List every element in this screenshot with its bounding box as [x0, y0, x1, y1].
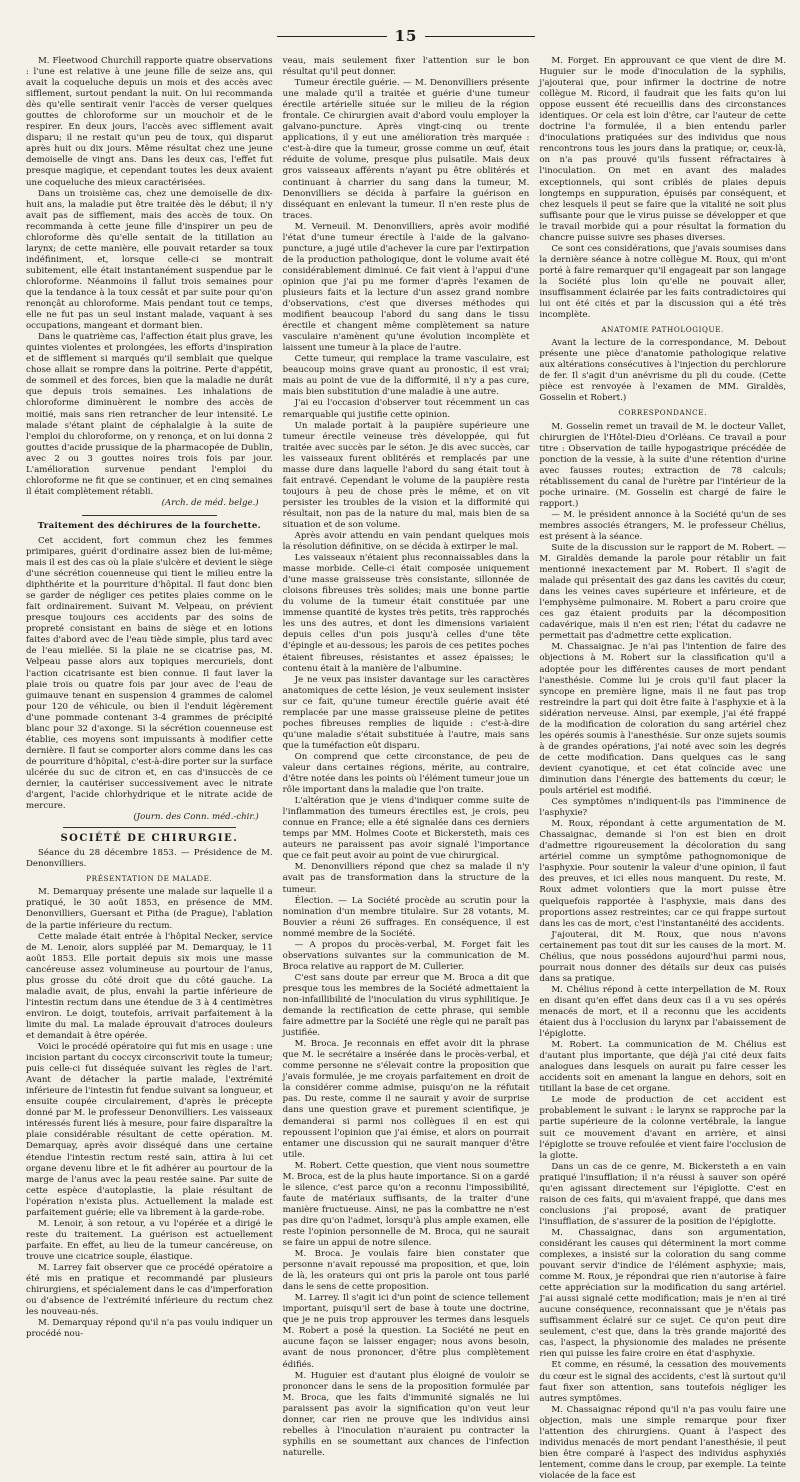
paragraph: M. Demarquay présente une malade sur laquelle il a pratiqué, le 30 août 1853, en présence de MM. Denonvilliers, Guersant et Pitha (de Prague), l'ablation de la partie inférieure du rectum. — [26, 887, 273, 931]
paragraph: M. Larrey. Il s'agit ici d'un point de science tellement important, puisqu'il sert de base à toute une doctrine, que je ne puis trop approuver les termes dans lesquels M. Robert a posé la question. La Société ne peut en aucune façon se laisser engager; nous avons besoin, avant de nous prononcer, d'être plus complètement édifiés. — [282, 1293, 530, 1370]
paragraph: M. Chassaignac. Je n'ai pas l'intention de faire des objections à M. Robert sur la classification qu'il a adoptée pour les différentes causes de mort pendant l'anesthésie. Comme lui je crois qu'il faut placer la syncope en première ligne, mais il ne faut pas trop restreindre la part qui doit être faite à l'asphyxie et à la sidération nerveuse. Ainsi, par exemple, j'ai été frappé de la modification de coloration du sang artériel chez les opérés soumis à l'anesthésie. Sur onze sujets soumis à de grandes opérations, j'ai noté avec soin les degrés de cette modification. Dans quelques cas le sang devient cyanotique, et cet état coïncide avec une diminution dans l'énergie des battements du cœur; le pouls artériel est modifié. — [539, 642, 787, 797]
column-3 — [539, 56, 787, 1481]
paragraph: Voici le procédé opératoire qui fut mis en usage : une incision partant du coccyx circonscrivit toute la tumeur; puis celle-ci fut disséquée suivant les règles de l'art. Avant de détacher la partie malade, l'extrémité inférieure de l'intestin fut fendue suivant sa longueur, et ensuite coupée circulairement, d'après le précepte donné par M. le professeur Denonvilliers. Les vaisseaux intéressés furent liés à mesure, pour faire disparaître la plaie considérable résultant de cette opération. M. Demarquay, après avoir disséqué dans une certaine étendue l'intestin rectum resté sain, attira à lui cet organe devenu libre et le fit adhérer au pourtour de la marge de l'anus avec la peau restée saine. Par suite de cette espèce d'autoplastie, la plaie résultant de l'opération n'exista plus. Actuellement la malade est parfaitement guérie; elle va librement à la garde-robe. — [26, 1042, 273, 1218]
paragraph: M. Robert. La communication de M. Chélius est d'autant plus importante, que déjà j'ai cité deux faits analogues dans lesquels on aurait pu faire cesser les accidents soit en amenant la langue en dehors, soit en titillant la base de cet organe. — [539, 1040, 787, 1095]
paragraph: Ces symptômes n'indiquent-ils pas l'imminence de l'asphyxie? — [539, 797, 787, 819]
paragraph: M. Demarquay répond qu'il n'a pas voulu indiquer un procédé nou- — [26, 1318, 273, 1340]
paragraph: veau, mais seulement fixer l'attention sur le bon résultat qu'il peut donner. — [282, 56, 530, 78]
citation: (Arch. de méd. belge.) — [161, 497, 259, 508]
citation: (Journ. des Conn. méd.-chir.) — [133, 812, 259, 823]
paragraph: Élection. — La Société procède au scrutin pour la nomination d'un membre titulaire. Sur 28 votants, M. Bouvier a réuni 26 suffrages. En conséquence, il est nommé membre de la Société. — [282, 895, 530, 939]
paragraph: Suite de la discussion sur le rapport de M. Robert. — M. Giraldès demande la parole pour rétablir un fait mentionné inexactement par M. Robert. Il s'agit de malade qui présentait des gaz dans les cavités du cœur, dans les veines caves supérieure et inférieure, et de l'emphysème pulmonaire. M. Robert a paru croire que ces gaz étaient produits par la décomposition cadavérique, mais il n'en est rien; l'état du cadavre ne permettait pas d'admettre cette explication. — [539, 543, 787, 642]
paragraph: — M. le président annonce à la Société qu'un de ses membres associés étrangers, M. le professeur Chélius, est présent à la séance. — [539, 509, 787, 542]
paragraph: M. Roux, répondant à cette argumentation de M. Chassaignac, demande si l'on est bien en droit d'admettre rigoureusement la décoloration du sang artériel comme un symptôme pathognomonique de l'asphyxie. Pour soutenir la valeur d'une opinion, il faut des preuves, et ici elles nous manquent. Du reste, M. Roux admet volontiers que la mort puisse être quelquefois rapportée à l'asphyxie, mais dans des proportions assez restreintes; car ce qui frappe surtout dans les cas de mort, c'est l'instantanéité des accidents. — [539, 819, 787, 929]
page-header — [26, 26, 786, 46]
subsection-heading: CORRESPONDANCE. — [618, 408, 708, 418]
paragraph: Tumeur érectile guérie. — M. Denonvilliers présente une malade qu'il a traitée et guérie d'une tumeur érectile artérielle située sur le milieu de la région frontale. Ce chirurgien avait d'abord voulu employer la galvano-puncture. Après vingt-cinq ou trente applications, il y eut une amélioration très marquée : c'est-à-dire que la tumeur, grosse comme un œuf, était réduite de volume, presque plus pulsatile. Mais deux gros vaisseaux afférents n'ayant pu être oblitérés et continuant à charrier du sang dans la tumeur, M. Denonvilliers se décida à parfaire la guérison en disséquant en enlevant la tumeur. Il n'en reste plus de traces. — [282, 78, 530, 221]
paragraph: On comprend que cette circonstance, de peu de valeur dans certaines régions, mérite, au contraire, d'être notée dans les points où l'élément tumeur joue un rôle important dans la maladie que l'on traite. — [282, 751, 530, 796]
section-heading: Traitement des déchirures de la fourchette. — [37, 520, 261, 531]
paragraph: M. Broca. Je voulais faire bien constater que personne n'avait repoussé ma proposition, et que, loin de là, les orateurs qui ont pris la parole ont tous parlé dans le sens de cette proposition. — [282, 1249, 530, 1293]
paragraph: M. Broca. Je reconnais en effet avoir dit la phrase que M. le secrétaire a insérée dans le procès-verbal, et comme personne ne s'élevait contre la proposition que j'avais formulée, je me croyais parfaitement en droit de la considérer comme admise, puisqu'on ne la réfutait pas. Du reste, comme il ne saurait y avoir de surprise dans une question grave et purement scientifique, je demanderai si parmi nos collègues il en est qui repoussent l'opinion que j'ai émise, et alors on pourrait entamer une discussion qui ne saurait manquer d'être utile. — [282, 1039, 530, 1160]
paragraph: Dans un troisième cas, chez une demoiselle de dix-huit ans, la maladie put être traitée dès le début; il n'y avait pas de sifflement, mais des accès de toux. On recommanda à cette jeune fille d'inspirer un peu de chloroforme dès qu'elle sentait de la titillation au larynx; de cette manière, elle pouvait retarder sa toux indéfiniment, et, lorsque celle-ci se montrait subitement, elle était instantanément suspendue par le chloroforme. Néanmoins il fallut trois semaines pour que la tendance à la toux cessât et par suite pour qu'on renonçât au chloroforme. Mais pendant tout ce temps, elle ne fut pas un seul instant malade, vaquant à ses occupations, mangeant et dormant bien. — [26, 188, 273, 332]
paragraph: M. Gosselin remet un travail de M. le docteur Vallet, chirurgien de l'Hôtel-Dieu d'Orléans. Ce travail a pour titre : Observation de taille hypogastrique précédée de ponction de la vessie, à la suite d'une rétention d'urine avec fausses routes; extraction de 78 calculs; rétablissement du canal de l'urètre par l'intérieur de la poche urinaire. (M. Gosselin est chargé de faire le rapport.) — [539, 421, 787, 509]
paragraph: Cet accident, fort commun chez les femmes primipares, guérit d'ordinaire assez bien de lui-même; mais il est des cas où la plaie s'ulcère et devient le siège d'une sécrétion couenneuse qui tient le milieu entre la diphthérite et la pourriture d'hôpital. Il faut donc bien se garder de négliger ces petites plaies comme on le fait ordinairement. Suivant M. Velpeau, on prévient presque toujours ces accidents par des soins de propreté consistant en bains de siège et en lotions faites d'abord avec de l'eau tiède simple, plus tard avec de l'eau miellée. Si la plaie ne se cicatrise pas, M. Velpeau passe alors aux topiques mercuriels, dont l'action cicatrisante est bien connue. Il faut laver la plaie trois ou quatre fois par jour avec de l'eau de guimauve tenant en suspension 4 grammes de calomel pour 120 de véhicule, ou bien il l'enduit légèrement d'une pommade contenant 3-4 grammes de précipité blanc pour 32 d'axonge. Si la sécrétion couenneuse est établie, ces moyens sont impuissants à modifier cette dernière. Il faut se comporter alors comme dans les cas de pourriture d'hôpital, c'est-à-dire porter sur la surface ulcérée du suc de citron et, en cas d'insuccès de ce dernier, la cautériser successivement avec le nitrate d'argent, l'acide chlorhydrique et le nitrate acide de mercure. — [26, 535, 273, 812]
paragraph: J'ai eu l'occasion d'observer tout récemment un cas remarquable qui justifie cette opinion. — [282, 398, 530, 420]
paragraph: M. Forget. En approuvant ce que vient de dire M. Huguier sur le mode d'inoculation de la syphilis, j'ajouterai que, pour infirmer la doctrine de notre collègue M. Ricord, il faudrait que les faits qu'on lui oppose eussent été recueillis dans des circonstances identiques. Or cela est loin d'être, car l'auteur de cette doctrine l'a formulée, il a bien entendu parler d'inoculations pratiquées sur des individus que nous rencontrons tous les jours dans la pratique; or, ceux-là, on n'a pas prouvé qu'ils fussent réfractaires à l'inoculation. On met en avant des malades exceptionnels, qui sont criblés de plaies depuis longtemps en suppuration, épuisés par conséquent, et chez lesquels il peut se faire que la vitalité ne soit plus suffisante pour que le virus puisse se développer et que le travail morbide qui a pour résultat la formation du chancre puisse suivre ses phases diverses. — [539, 56, 787, 243]
paragraph: J'ajouterai, dit M. Roux, que nous n'avons certainement pas tout dit sur les causes de la mort. M. Chélius, que nous possédons aujourd'hui parmi nous, pourrait nous donner des détails sur deux cas puisés dans sa pratique. — [539, 929, 787, 984]
paragraph: — A propos du procès-verbal, M. Forget fait les observations suivantes sur la communication de M. Broca relative au rapport de M. Cullerier. — [282, 939, 530, 972]
paragraph: Ce sont ces considérations, que j'avais soumises dans la dernière séance à notre collègue M. Roux, qui m'ont porté à faire remarquer qu'il engageait par son langage la Société plus loin qu'elle ne pouvait aller, insuffisamment éclairée par les faits contradictoires qui lui ont été cités et par la discussion qui a été très incomplète. — [539, 243, 787, 321]
paragraph: Avant la lecture de la correspondance, M. Debout présente une pièce d'anatomie pathologique relative aux altérations consécutives à l'injection du perchlorure de fer. Il s'agit d'un anévrisme du pli du coude. (Cette pièce est renvoyée à l'examen de MM. Giraldès, Gosselin et Robert.) — [539, 338, 787, 404]
paragraph: M. Chassaignac, dans son argumentation, considérant les causes qui déterminent la mort comme complexes, a insisté sur la coloration du sang comme pouvant servir d'indice de l'élément asphyxie; mais, comme M. Roux, je répondrai que rien n'autorise à faire cette appréciation sur la modification du sang artériel. J'ai aussi signalé cette modification; mais je n'en ai tiré aucune conséquence, reconnaissant que je n'étais pas suffisamment éclairé sur ce sujet. Ce qu'on peut dire seulement, c'est que, dans la très grande majorité des cas, l'aspect, la physionomie des malades ne présente rien qui puisse les faire croire en état d'asphyxie. — [539, 1227, 787, 1360]
paragraph: Cette tumeur, qui remplace la trame vasculaire, est beaucoup moins grave quant au pronostic, il est vrai; mais au point de vue de la difformité, il n'y a pas cure, mais bien substitution d'une maladie à une autre. — [282, 354, 530, 398]
column-1 — [26, 56, 273, 1340]
paragraph: M. Huguier est d'autant plus éloigné de vouloir se prononcer dans le sens de la proposition formulée par M. Broca, que les faits d'immunité signalés ne lui paraissent pas avoir la signification qu'on veut leur donner, car rien ne prouve que les individus ainsi rebelles à l'inoculation n'auraient pu contracter la syphilis en se soumettant aux chances de l'infection naturelle. — [282, 1370, 530, 1458]
paragraph: M. Verneuil. M. Denonvilliers, après avoir modifié l'état d'une tumeur érectile à l'aide de la galvano-puncture, a jugé utile d'achever la cure par l'extirpation de la production pathologique, dont le volume avait été considérablement diminué. Ce fait vient à l'appui d'une opinion que j'ai pu me former d'après l'examen de plusieurs faits et la lecture d'un assez grand nombre d'observations, c'est que diverses méthodes qui modifient beaucoup l'abord du sang dans le tissu érectile et changent même complètement sa nature vasculaire n'amènent qu'une évolution incomplète et laissent une tumeur à la place de l'autre. — [282, 221, 530, 354]
paragraph: Après avoir attendu en vain pendant quelques mois la résolution définitive, on se décida à extirper le mal. — [282, 531, 530, 553]
paragraph: Les vaisseaux n'étaient plus reconnaissables dans la masse morbide. Celle-ci était composée uniquement d'une masse graisseuse très consistante, sillonnée de cloisons fibreuses très solides; mais une bonne partie du volume de la tumeur était constituée par une immense quantité de kystes très petits, très rapprochés les uns des autres, et dont les dimensions variaient depuis celles d'un pois jusqu'à celles d'une tête d'épingle et au-dessous; les parois de ces petites poches étaient fibreuses, résistantes et assez épaisses; le contenu était à la manière de l'albumine. — [282, 553, 530, 674]
column-2 — [282, 56, 530, 1458]
paragraph: Le mode de production de cet accident est probablement le suivant : le larynx se rapproche par la partie supérieure de la colonne vertébrale, la langue suit ce mouvement d'avant en arrière, et ainsi l'épiglotte se trouve refoulée et vient faire l'occlusion de la glotte. — [539, 1095, 787, 1161]
paragraph: M. Larrey fait observer que ce procédé opératoire a été mis en pratique et recommandé par plusieurs chirurgiens, et spécialement dans le cas d'imperforation ou d'absence de l'extrémité inférieure du rectum chez les nouveau-nés. — [26, 1262, 273, 1318]
paragraph: M. Chassaignac répond qu'il n'a pas voulu faire une objection, mais une simple remarque pour fixer l'attention des chirurgiens. Quant à l'aspect des individus menacés de mort pendant l'anesthésie, il peut bien être comparé à l'aspect des individus asphyxiés lentement, comme dans le croup, par exemple. La teinte violacée de la face est — [539, 1404, 787, 1481]
header-rule-right — [425, 36, 535, 37]
section-title: SOCIÉTÉ DE CHIRURGIE. — [60, 833, 239, 845]
subsection-heading: PRÉSENTATION DE MALADE. — [86, 874, 213, 884]
header-rule-left — [277, 36, 387, 37]
paragraph: L'altération que je viens d'indiquer comme suite de l'inflammation des tumeurs érectiles est, je crois, peu connue en France; elle a été signalée dans ces derniers temps par MM. Holmes Coote et Bickersteth, mais ces auteurs ne paraissent pas avoir signalé l'importance que ce fait peut avoir au point de vue chirurgical. — [282, 796, 530, 862]
paragraph: M. Robert. Cette question, que vient nous soumettre M. Broca, est de la plus haute importance. Si on a gardé le silence, c'est parce qu'on a reconnu l'impossibilité, faute de matériaux suffisants, de la traiter d'une manière fructueuse. Ainsi, ne pas la combattre ne n'est pas dire qu'on l'admet, lorsqu'à plus ample examen, elle reste l'opinion personnelle de M. Broca, qui ne saurait se faire un appui de notre silence. — [282, 1160, 530, 1249]
paragraph: M. Denonvilliers répond que chez sa malade il n'y avait pas de transformation dans la structure de la tumeur. — [282, 862, 530, 895]
page-number: 15 — [394, 27, 418, 45]
paragraph: C'est sans doute par erreur que M. Broca a dit que presque tous les membres de la Société admettaient la non-infaillibilité de l'inoculation du virus syphilitique. Je demande la rectification de cette phrase, qui semble faire admettre par la Société une règle qui ne paraît pas justifiée. — [282, 972, 530, 1039]
paragraph: Un malade portait à la paupière supérieure une tumeur érectile veineuse très développée, qui fut traitée avec succès par le séton. Je dis avec succès, car les vaisseaux furent oblitérés et remplacés par une masse dure dans laquelle l'abord du sang était tout à fait entravé. Cependant le volume de la paupière resta toujours à peu de chose près le même, et on vit persister les troubles de la vision et la difformité qui résultait, non pas de la nature du mal, mais bien de sa situation et de son volume. — [282, 420, 530, 530]
paragraph: M. Lenoir, à son retour, a vu l'opérée et a dirigé le reste du traitement. La guérison est actuellement parfaite. En effet, au lieu de la tumeur cancéreuse, on trouve une cicatrice souple, élastique. — [26, 1218, 273, 1262]
paragraph: M. Fleetwood Churchill rapporte quatre observations : l'une est relative à une jeune fille de seize ans, qui avait la coqueluche depuis un mois et des accès avec sifflement, surtout pendant la nuit. On lui recommanda dès qu'elle sentirait venir l'accès de verser quelques gouttes de chloroforme sur un mouchoir et de le respirer. En deux jours, l'accès avec sifflement avait disparu; il ne restait qu'un peu de toux, qui disparut après huit ou dix jours. Même résultat chez une jeune demoiselle de vingt ans. Dans les deux cas, l'effet fut presque magique, et cependant toutes les deux avaient une coqueluche des mieux caractérisées. — [26, 56, 273, 188]
paragraph: M. Chélius répond à cette interpellation de M. Roux en disant qu'en effet dans deux cas il a vu ses opérés menacés de mort, et il a reconnu que les accidents étaient dus à l'occlusion du larynx par l'abaissement de l'épiglotte. — [539, 984, 787, 1040]
paragraph: Je ne veux pas insister davantage sur les caractères anatomiques de cette lésion, je veux seulement insister sur ce fait, qu'une tumeur érectile guérie avait été remplacée par une masse graisseuse pleine de petites poches fibreuses remplies de liquide : c'est-à-dire qu'une maladie s'était substituée à l'autre, mais sans que la tuméfaction eût disparu. — [282, 674, 530, 751]
session-line: Séance du 28 décembre 1853. — Présidence de M. Denonvilliers. — [26, 848, 273, 870]
paragraph: Dans un cas de ce genre, M. Bickersteth a en vain pratiqué l'insufflation; il n'a réussi à sauver son opéré qu'en agissant directement sur l'épiglotte. C'est en raison de ces faits, qui m'avaient frappé, que dans mes conclusions j'ai proposé, avant de pratiquer l'insufflation, de s'assurer de la position de l'épiglotte. — [539, 1161, 787, 1227]
divider — [82, 515, 218, 516]
text-columns — [26, 56, 787, 1481]
paragraph: Dans le quatrième cas, l'affection était plus grave, les quintes violentes et prolongées, les efforts d'inspiration et de sifflement si marqués qu'il semblait que quelque chose allait se rompre dans la poitrine. Perte d'appétit, de sommeil et des forces, bien que la maladie ne durât que depuis trois semaines. Les inhalations de chloroforme diminuèrent le nombre des accès de moitié, mais sans rien retrancher de leur intensité. Le malade s'étant plaint de céphalalgie à la suite de l'emploi du chloroforme, on y renonça, et on lui donna 2 gouttes d'acide prussique de la pharmacopée de Dublin, avec 2 ou 3 gouttes noires trois fois par jour. L'amélioration survenue pendant l'emploi du chloroforme ne fit que se continuer, et en cinq semaines il était complètement rétabli. — [26, 332, 273, 497]
paragraph: Et comme, en résumé, la cessation des mouvements du cœur est le signal des accidents, c'est là surtout qu'il faut fixer son attention, sans toutefois négliger les autres symptômes. — [539, 1360, 787, 1404]
divider — [63, 827, 236, 828]
subsection-heading: ANATOMIE PATHOLOGIQUE. — [601, 325, 724, 335]
paragraph: Cette malade était entrée à l'hôpital Necker, service de M. Lenoir, alors suppléé par M. Demarquay, le 11 août 1853. Elle portait depuis six mois une masse cancéreuse assez volumineuse au pourtour de l'anus, plus grosse du côté droit que du côté gauche. La maladie avait, de plus, envahi la partie inférieure de l'intestin rectum dans une étendue de 3 à 4 centimètres environ. Le doigt, toutefois, arrivait parfaitement à la limite du mal. La malade éprouvait d'atroces douleurs et demandait à être opérée. — [26, 931, 273, 1041]
